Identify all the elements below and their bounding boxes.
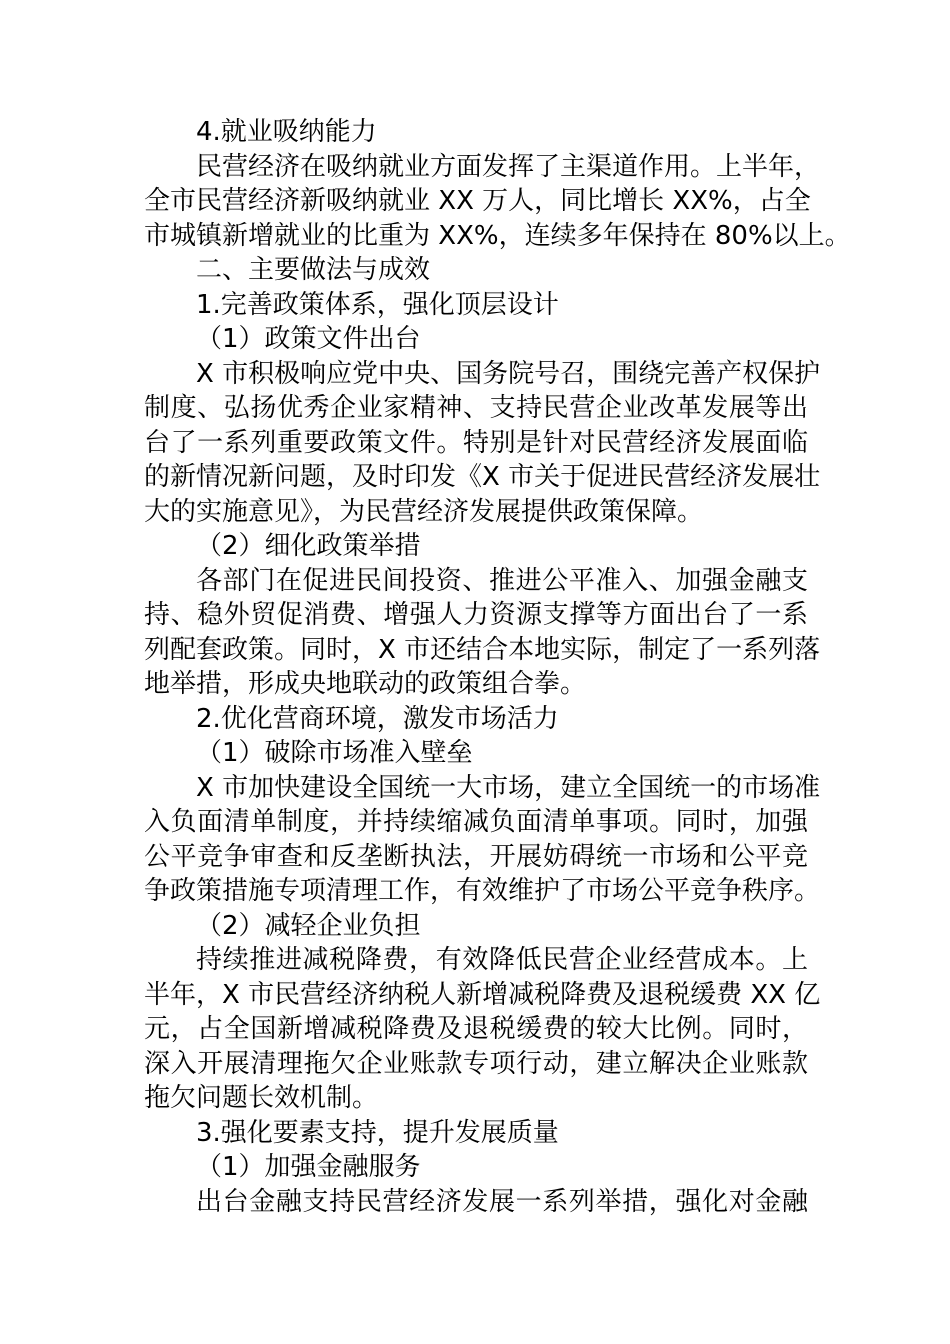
text-line: 全市民营经济新吸纳就业 XX 万人，同比增长 XX%，占全 bbox=[144, 186, 811, 216]
text-line: 的新情况新问题，及时印发《X 市关于促进民营经济发展壮 bbox=[144, 462, 821, 492]
text-line: 争政策措施专项清理工作，有效维护了市场公平竞争秩序。 bbox=[144, 876, 821, 906]
text-line: 出台金融支持民营经济发展一系列举措，强化对金融 bbox=[196, 1186, 808, 1217]
text-line: 列配套政策。同时，X 市还结合本地实际，制定了一系列落 bbox=[144, 634, 821, 665]
text-line: 3.强化要素支持，提升发展质量 bbox=[196, 1117, 559, 1148]
text-line: 地举措，形成央地联动的政策组合拳。 bbox=[144, 669, 587, 699]
text-line: 制度、弘扬优秀企业家精神、支持民营企业改革发展等出 bbox=[144, 393, 808, 423]
text-line: 4.就业吸纳能力 bbox=[196, 117, 377, 147]
text-line: （2）细化政策举措 bbox=[196, 531, 421, 561]
text-line: （1）加强金融服务 bbox=[196, 1152, 421, 1182]
text-line: 二、主要做法与成效 bbox=[196, 255, 431, 285]
document-body bbox=[144, 115, 851, 1219]
text-line: 元，占全国新增减税降费及退税缓费的较大比例。同时， bbox=[144, 1014, 808, 1044]
text-line: 半年，X 市民营经济纳税人新增减税降费及退税缓费 XX 亿 bbox=[144, 979, 821, 1010]
text-line: 市城镇新增就业的比重为 XX%，连续多年保持在 80%以上。 bbox=[144, 220, 851, 251]
text-line: 深入开展清理拖欠企业账款专项行动，建立解决企业账款 bbox=[144, 1048, 808, 1079]
text-line: 民营经济在吸纳就业方面发挥了主渠道作用。上半年， bbox=[196, 151, 821, 182]
text-line: 各部门在促进民间投资、推进公平准入、加强金融支 bbox=[196, 565, 808, 596]
text-line: 持续推进减税降费，有效降低民营企业经营成本。上 bbox=[196, 945, 808, 975]
text-line: 大的实施意见》，为民营经济发展提供政策保障。 bbox=[144, 496, 704, 527]
text-line: X 市加快建设全国统一大市场，建立全国统一的市场准 bbox=[196, 772, 821, 803]
text-line: 公平竞争审查和反垄断执法，开展妨碍统一市场和公平竞 bbox=[144, 841, 808, 872]
text-line: 持、稳外贸促消费、增强人力资源支撑等方面出台了一系 bbox=[144, 600, 808, 630]
text-line: 台了一系列重要政策文件。特别是针对民营经济发展面临 bbox=[144, 427, 808, 458]
text-line: 1.完善政策体系，强化顶层设计 bbox=[196, 289, 559, 320]
text-line: 拖欠问题长效机制。 bbox=[144, 1083, 379, 1113]
text-line: 入负面清单制度，并持续缩减负面清单事项。同时，加强 bbox=[144, 807, 808, 837]
text-line: （1）破除市场准入壁垒 bbox=[196, 738, 473, 768]
text-line: （1）政策文件出台 bbox=[196, 324, 421, 354]
text-line: （2）减轻企业负担 bbox=[196, 910, 421, 941]
text-line: 2.优化营商环境，激发市场活力 bbox=[196, 703, 559, 734]
text-line: X 市积极响应党中央、国务院号召，围绕完善产权保护 bbox=[196, 358, 821, 389]
